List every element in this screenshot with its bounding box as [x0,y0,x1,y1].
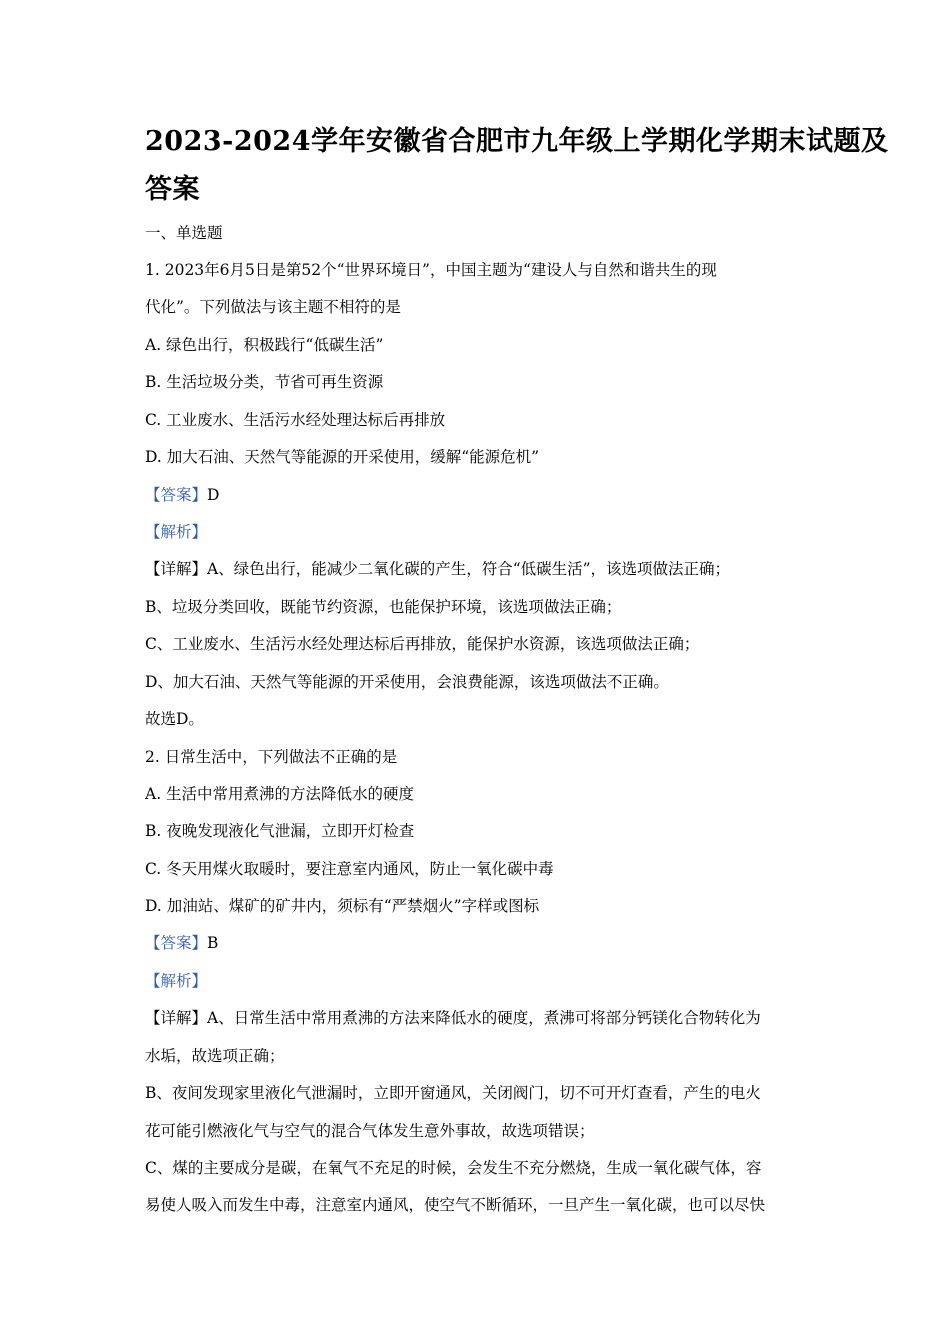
q2-analysis-tag: 【解析】 [145,972,208,990]
q1-detail-tag: 【详解】 [145,560,208,578]
q1-analysis-row [145,520,825,544]
q2-detail-line-6: 易使人吸入而发生中毒，注意室内通风，使空气不断循环，一旦产生一氧化碳，也可以尽快 [145,1196,766,1214]
q1-stem-line-1: 1. 2023年6月5日是第52个“世界环境日”，中国主题为“建设人与自然和谐共生的现 [145,261,717,279]
q1-option-a: A. 绿色出行，积极践行“低碳生活” [145,336,384,354]
q2-detail-tag: 【详解】 [145,1009,208,1027]
document-title-line-2: 答案 [145,174,200,205]
q2-detail-row-1 [145,1006,825,1030]
q1-answer-row [145,483,825,507]
q1-stem-line-2: 代化”。下列做法与该主题不相符的是 [145,298,401,316]
q2-analysis-row [145,969,825,993]
q2-answer-row [145,931,825,955]
q2-option-b: B. 夜晚发现液化气泄漏，立即开灯检查 [145,822,415,840]
q1-answer-tag: 【答案】 [145,486,208,504]
q2-option-d: D. 加油站、煤矿的矿井内，须标有“严禁烟火”字样或图标 [145,897,540,915]
q2-detail-line-5: C、煤的主要成分是碳，在氧气不充足的时候，会发生不充分燃烧，生成一氧化碳气体，容 [145,1159,762,1177]
q1-detail-line-4: D、加大石油、天然气等能源的开采使用，会浪费能源，该选项做法不正确。 [145,673,669,691]
q2-answer-tag: 【答案】 [145,934,208,952]
q1-conclusion: 故选D。 [145,710,204,728]
q2-detail-line-2: 水垢，故选项正确； [145,1047,285,1065]
q1-option-b: B. 生活垃圾分类，节省可再生资源 [145,373,384,391]
q1-detail-line-1: A、绿色出行，能减少二氧化碳的产生，符合“低碳生活”，该选项做法正确； [207,560,731,578]
q1-option-d: D. 加大石油、天然气等能源的开采使用，缓解“能源危机” [145,448,540,466]
q1-analysis-tag: 【解析】 [145,523,208,541]
document-title-line-1: 2023-2024学年安徽省合肥市九年级上学期化学期末试题及 [145,126,889,157]
q1-detail-row-1 [145,557,825,581]
q2-detail-line-1: A、日常生活中常用煮沸的方法来降低水的硬度，煮沸可将部分钙镁化合物转化为 [207,1009,761,1027]
q2-option-c: C. 冬天用煤火取暖时，要注意室内通风，防止一氧化碳中毒 [145,860,554,878]
q1-detail-line-2: B、垃圾分类回收，既能节约资源，也能保护环境，该选项做法正确； [145,598,622,616]
q1-option-c: C. 工业废水、生活污水经处理达标后再排放 [145,411,446,429]
q2-detail-line-4: 花可能引燃液化气与空气的混合气体发生意外事故，故选项错误； [145,1122,595,1140]
section-heading: 一、单选题 [145,224,223,242]
q1-answer-value: D [207,486,220,504]
q2-answer-value: B [207,934,219,952]
q2-detail-line-3: B、夜间发现家里液化气泄漏时，立即开窗通风，关闭阀门，切不可开灯查看，产生的电火 [145,1084,761,1102]
q2-stem: 2. 日常生活中，下列做法不正确的是 [145,748,398,766]
q1-detail-line-3: C、工业废水、生活污水经处理达标后再排放，能保护水资源，该选项做法正确； [145,635,700,653]
q2-option-a: A. 生活中常用煮沸的方法降低水的硬度 [145,785,415,803]
